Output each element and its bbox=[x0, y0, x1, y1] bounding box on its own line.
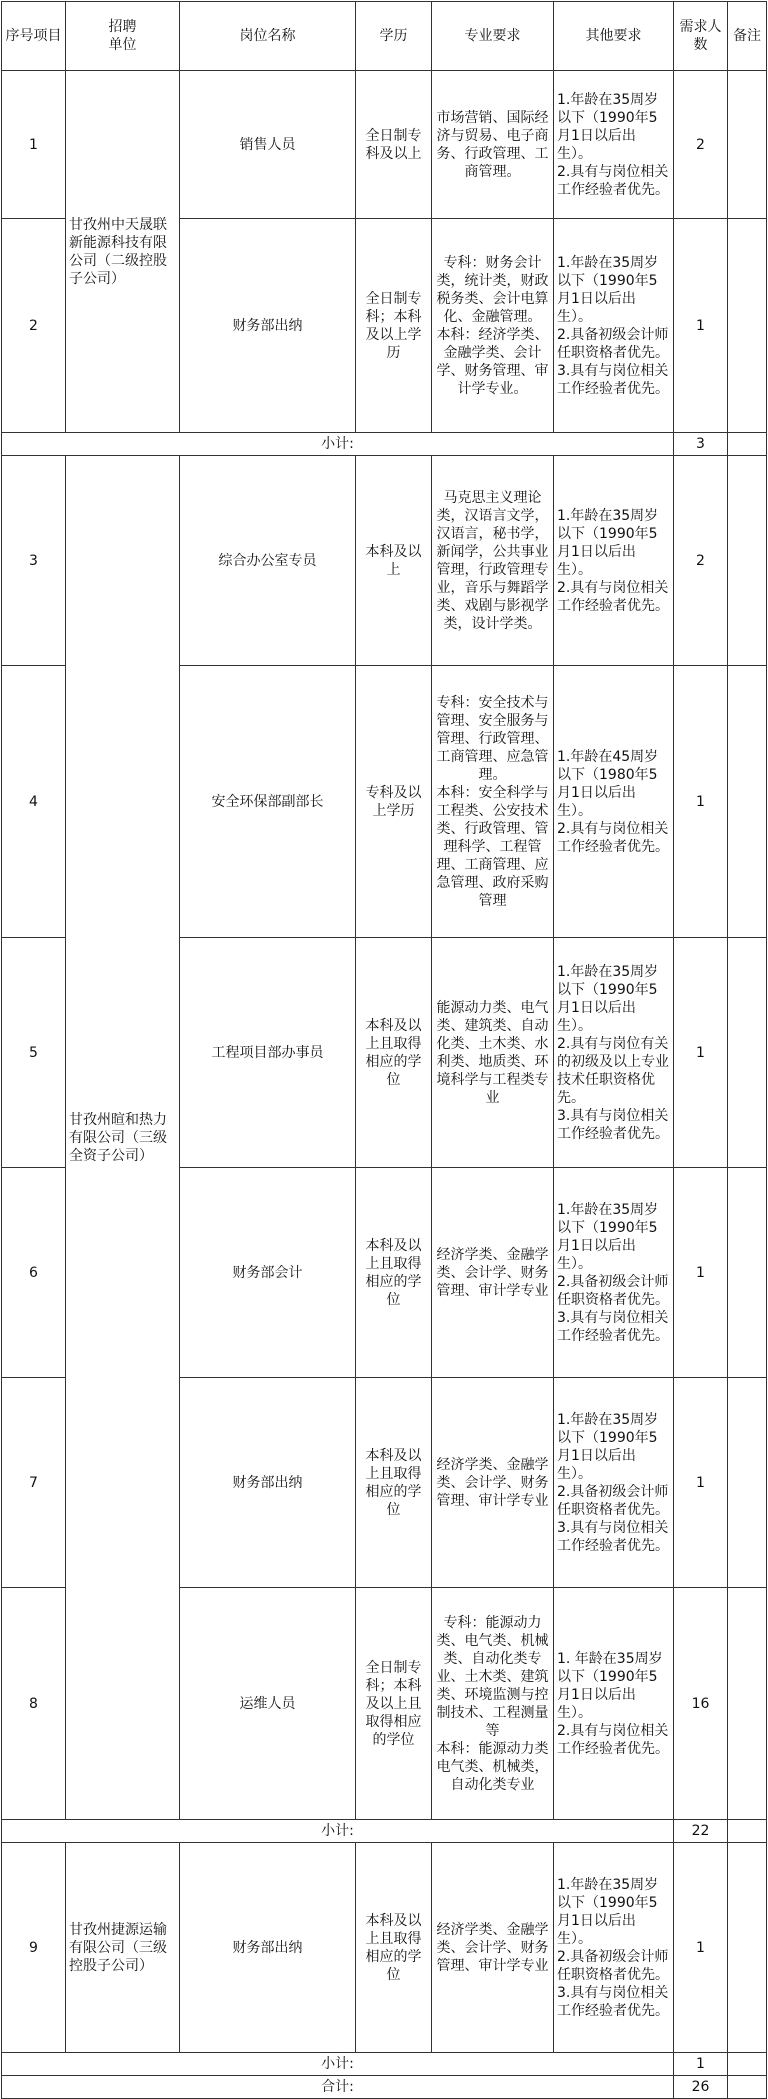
header-unit: 招聘 单位 bbox=[66, 2, 180, 71]
header-other: 其他要求 bbox=[554, 2, 674, 71]
cell-note bbox=[728, 1378, 767, 1588]
subtotal-label: 小计: bbox=[2, 2053, 674, 2076]
cell-seq: 7 bbox=[2, 1378, 66, 1588]
cell-education: 全日制专科；本科及以上且取得相应的学位 bbox=[356, 1588, 432, 1820]
cell-other: 1. 年龄在35周岁以下（1990年5月1日以后出生）。 2.具有与岗位相关工作经验者优先。 bbox=[554, 1588, 674, 1820]
cell-note bbox=[728, 666, 767, 938]
cell-seq: 4 bbox=[2, 666, 66, 938]
cell-note bbox=[728, 1820, 767, 1843]
cell-count: 1 bbox=[674, 666, 728, 938]
cell-note bbox=[728, 1843, 767, 2053]
subtotal-value: 22 bbox=[674, 1820, 728, 1843]
header-major: 专业要求 bbox=[432, 2, 554, 71]
total-value: 26 bbox=[674, 2076, 728, 2099]
cell-other: 1.年龄在45周岁以下（1980年5月1日以后出生）。 2.具有与岗位相关工作经验者优先。 bbox=[554, 666, 674, 938]
header-position: 岗位名称 bbox=[180, 2, 356, 71]
cell-position: 运维人员 bbox=[180, 1588, 356, 1820]
cell-note bbox=[728, 2053, 767, 2076]
table-row bbox=[2, 71, 767, 219]
subtotal-row bbox=[2, 1820, 767, 1843]
cell-note bbox=[728, 1588, 767, 1820]
cell-position: 综合办公室专员 bbox=[180, 456, 356, 666]
cell-position: 财务部出纳 bbox=[180, 1378, 356, 1588]
subtotal-row bbox=[2, 2053, 767, 2076]
subtotal-row bbox=[2, 433, 767, 456]
cell-education: 本科及以上且取得相应的学位 bbox=[356, 1378, 432, 1588]
cell-education: 全日制专科及以上 bbox=[356, 71, 432, 219]
cell-unit: 甘孜州中天晟联新能源科技有限公司（二级控股子公司） bbox=[66, 71, 180, 433]
cell-education: 专科及以上学历 bbox=[356, 666, 432, 938]
cell-education: 本科及以上且取得相应的学位 bbox=[356, 1168, 432, 1378]
cell-major: 经济学类、金融学类、会计学、财务管理、审计学专业 bbox=[432, 1168, 554, 1378]
cell-unit: 甘孜州暄和热力有限公司（三级全资子公司） bbox=[66, 456, 180, 1820]
header-education: 学历 bbox=[356, 2, 432, 71]
cell-count: 1 bbox=[674, 938, 728, 1168]
cell-other: 1.年龄在35周岁以下（1990年5月1日以后出生）。 2.具有与岗位相关工作经验者优先。 bbox=[554, 456, 674, 666]
subtotal-value: 3 bbox=[674, 433, 728, 456]
cell-position: 安全环保部副部长 bbox=[180, 666, 356, 938]
cell-count: 16 bbox=[674, 1588, 728, 1820]
header-row bbox=[2, 2, 767, 71]
cell-other: 1.年龄在35周岁以下（1990年5月1日以后出生）。 2.具备初级会计师任职资格者优先。 3.具有与岗位相关工作经验者优先。 bbox=[554, 219, 674, 433]
cell-seq: 6 bbox=[2, 1168, 66, 1378]
cell-seq: 8 bbox=[2, 1588, 66, 1820]
cell-count: 1 bbox=[674, 1168, 728, 1378]
cell-position: 财务部出纳 bbox=[180, 1843, 356, 2053]
cell-unit: 甘孜州捷源运输有限公司（三级控股子公司） bbox=[66, 1843, 180, 2053]
cell-major: 专科：财务会计类，统计类，财政税务类、会计电算化、金融管理。 本科：经济学类、金融学类、会计学、财务管理、审计学专业。 bbox=[432, 219, 554, 433]
cell-seq: 9 bbox=[2, 1843, 66, 2053]
cell-major: 专科：能源动力类、电气类、机械类、自动化类专业、土木类、建筑类、环境监测与控制技术、工程测量等 本科：能源动力类电气类、机械类，自动化类专业 bbox=[432, 1588, 554, 1820]
cell-note bbox=[728, 1168, 767, 1378]
subtotal-label: 小计: bbox=[2, 433, 674, 456]
cell-note bbox=[728, 433, 767, 456]
cell-note bbox=[728, 219, 767, 433]
header-seq: 序号项目 bbox=[2, 2, 66, 71]
cell-note bbox=[728, 71, 767, 219]
cell-other: 1.年龄在35周岁以下（1990年5月1日以后出生）。 2.具有与岗位有关的初级及以上专业技术任职资格优先。 3.具有与岗位相关工作经验者优先。 bbox=[554, 938, 674, 1168]
cell-note bbox=[728, 938, 767, 1168]
subtotal-value: 1 bbox=[674, 2053, 728, 2076]
cell-major: 市场营销、国际经济与贸易、电子商务、行政管理、工商管理。 bbox=[432, 71, 554, 219]
cell-seq: 3 bbox=[2, 456, 66, 666]
cell-count: 2 bbox=[674, 71, 728, 219]
cell-other: 1.年龄在35周岁以下（1990年5月1日以后出生）。 2.具备初级会计师任职资格者优先。 3.具有与岗位相关工作经验者优先。 bbox=[554, 1168, 674, 1378]
cell-count: 1 bbox=[674, 219, 728, 433]
cell-count: 1 bbox=[674, 1378, 728, 1588]
cell-major: 能源动力类、电气类、建筑类、自动化类、土木类、水利类、地质类、环境科学与工程类专业 bbox=[432, 938, 554, 1168]
total-row bbox=[2, 2076, 767, 2099]
table-row bbox=[2, 456, 767, 666]
cell-position: 财务部会计 bbox=[180, 1168, 356, 1378]
cell-major: 经济学类、金融学类、会计学、财务管理、审计学专业 bbox=[432, 1843, 554, 2053]
cell-seq: 2 bbox=[2, 219, 66, 433]
cell-position: 工程项目部办事员 bbox=[180, 938, 356, 1168]
cell-position: 销售人员 bbox=[180, 71, 356, 219]
header-count: 需求人数 bbox=[674, 2, 728, 71]
cell-other: 1.年龄在35周岁以下（1990年5月1日以后出生）。 2.具有与岗位相关工作经验者优先。 bbox=[554, 71, 674, 219]
cell-major: 专科：安全技术与管理、安全服务与管理、行政管理、工商管理、应急管理。 本科：安全科学与工程类、公安技术类、行政管理、管理科学、工程管理、工商管理、应急管理、政府采购管理 bbox=[432, 666, 554, 938]
cell-seq: 1 bbox=[2, 71, 66, 219]
cell-education: 全日制专科；本科及以上学历 bbox=[356, 219, 432, 433]
cell-note bbox=[728, 456, 767, 666]
cell-count: 1 bbox=[674, 1843, 728, 2053]
cell-major: 马克思主义理论类，汉语言文学，汉语言，秘书学，新闻学，公共事业管理，行政管理专业，音乐与舞蹈学类、戏剧与影视学类，设计学类。 bbox=[432, 456, 554, 666]
cell-education: 本科及以上且取得相应的学位 bbox=[356, 1843, 432, 2053]
cell-other: 1.年龄在35周岁以下（1990年5月1日以后出生）。 2.具备初级会计师任职资格者优先。 3.具有与岗位相关工作经验者优先。 bbox=[554, 1843, 674, 2053]
table-row bbox=[2, 1843, 767, 2053]
total-label: 合计: bbox=[2, 2076, 674, 2099]
cell-position: 财务部出纳 bbox=[180, 219, 356, 433]
cell-education: 本科及以上 bbox=[356, 456, 432, 666]
header-note: 备注 bbox=[728, 2, 767, 71]
recruitment-table bbox=[1, 1, 767, 2099]
cell-other: 1.年龄在35周岁以下（1990年5月1日以后出生）。 2.具备初级会计师任职资格者优先。 3.具有与岗位相关工作经验者优先。 bbox=[554, 1378, 674, 1588]
subtotal-label: 小计: bbox=[2, 1820, 674, 1843]
cell-note bbox=[728, 2076, 767, 2099]
cell-education: 本科及以上且取得相应的学位 bbox=[356, 938, 432, 1168]
cell-major: 经济学类、金融学类、会计学、财务管理、审计学专业 bbox=[432, 1378, 554, 1588]
cell-seq: 5 bbox=[2, 938, 66, 1168]
cell-count: 2 bbox=[674, 456, 728, 666]
